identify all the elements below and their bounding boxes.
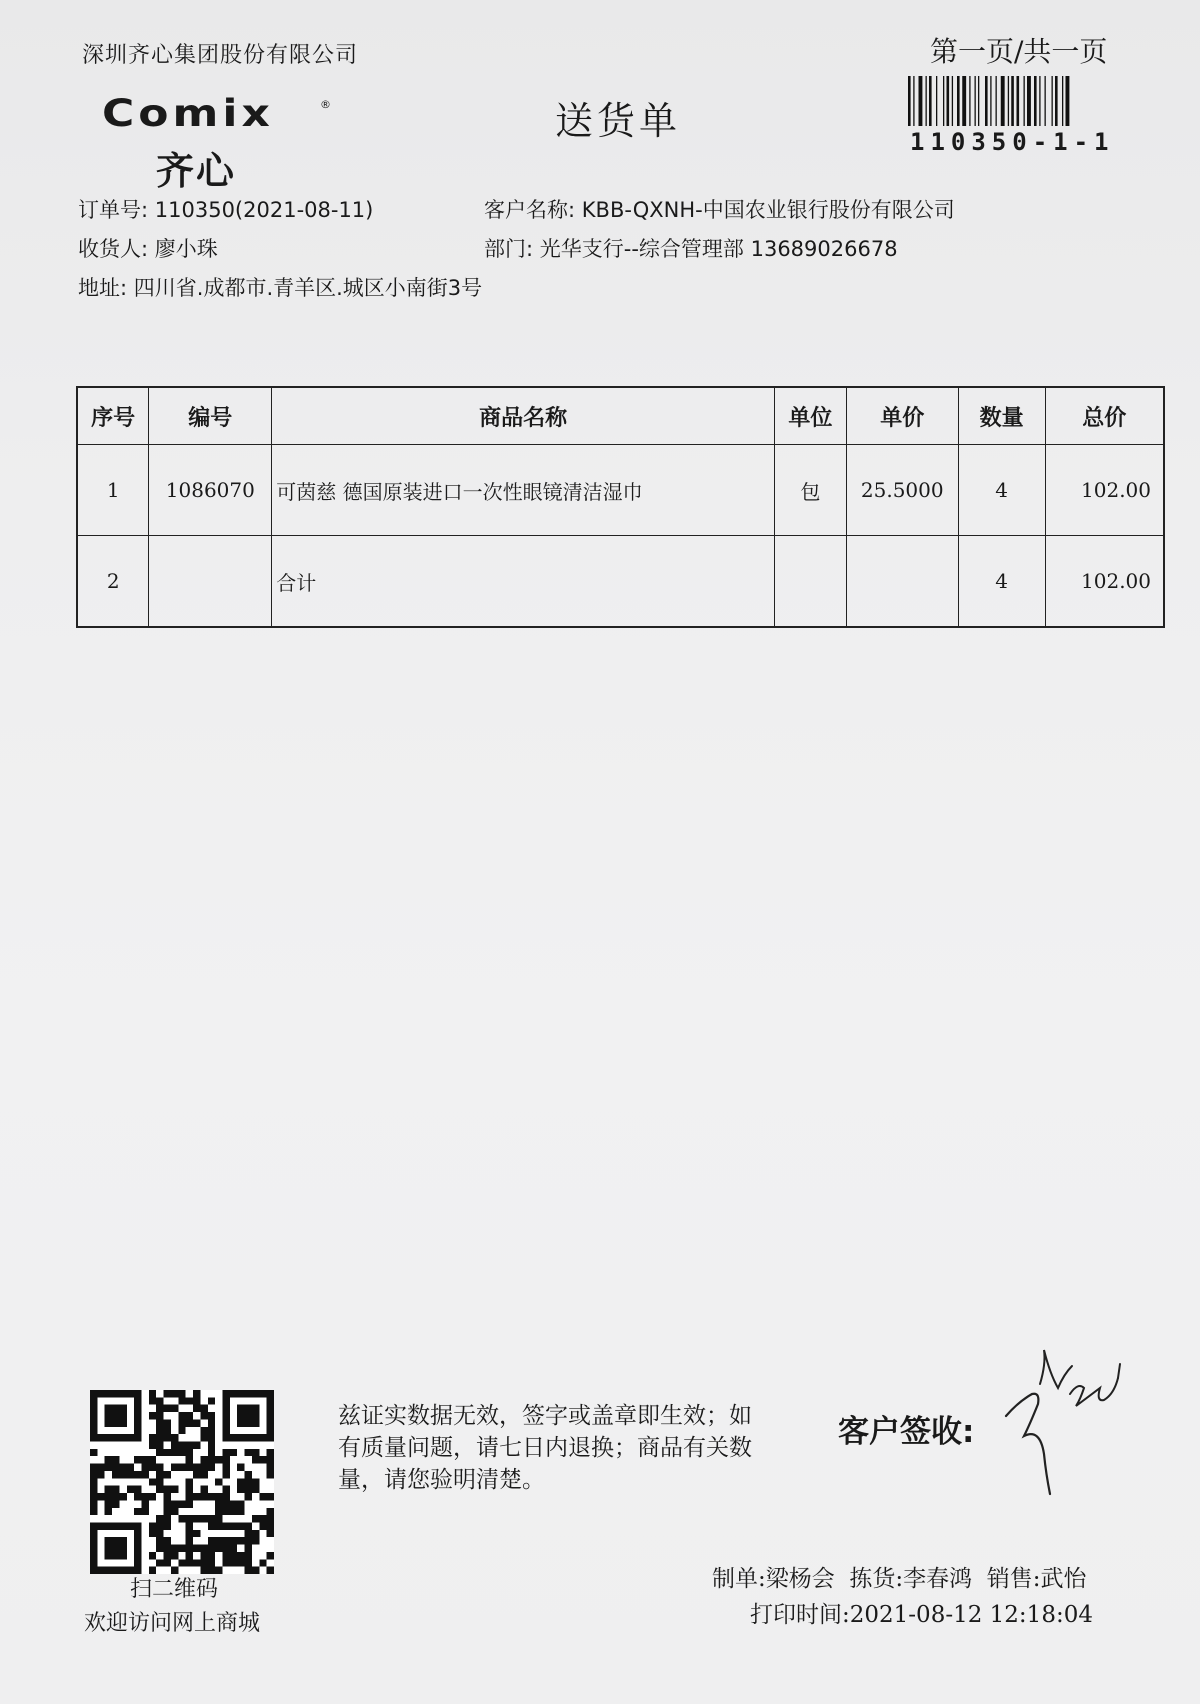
order-value: 110350(2021-08-11)	[154, 198, 374, 222]
col-header-seq: 序号	[77, 387, 149, 445]
qr-caption-scan: 扫二维码	[130, 1577, 219, 1602]
items-table	[76, 386, 1165, 628]
cell-total: 102.00	[1045, 536, 1164, 628]
cell-unit-price: 25.5000	[846, 445, 958, 536]
cell-seq: 1	[77, 445, 149, 536]
logo-english: Comix	[102, 92, 274, 136]
table-row	[77, 445, 1164, 536]
registered-mark: ®	[320, 98, 331, 111]
receiver-value: 廖小珠	[154, 237, 218, 261]
table-header-row	[77, 387, 1164, 445]
order-label: 订单号:	[78, 198, 149, 222]
comix-logo	[102, 92, 332, 193]
qr-code	[90, 1390, 274, 1574]
address-value: 四川省.成都市.青羊区.城区小南街3号	[133, 276, 483, 300]
staff-line	[712, 1560, 1087, 1593]
table-row-total	[77, 536, 1164, 628]
cell-unit	[774, 536, 846, 628]
print-time	[750, 1596, 1093, 1629]
page-info: 第一页/共一页	[930, 35, 1108, 68]
print-time-label: 打印时间:	[750, 1602, 850, 1628]
col-header-unit-price: 单价	[846, 387, 958, 445]
picker-label: 拣货:	[849, 1566, 904, 1592]
col-header-product: 商品名称	[272, 387, 775, 445]
receiver	[78, 233, 218, 263]
cell-product: 合计	[272, 536, 775, 628]
sales-label: 销售:	[986, 1566, 1041, 1592]
address	[78, 272, 482, 302]
cell-quantity: 4	[958, 536, 1045, 628]
department	[484, 233, 898, 263]
customer-sign-label: 客户签收:	[838, 1414, 975, 1450]
company-name: 深圳齐心集团股份有限公司	[82, 43, 359, 68]
cell-code	[149, 536, 272, 628]
cell-quantity: 4	[958, 445, 1045, 536]
col-header-quantity: 数量	[958, 387, 1045, 445]
picker-name: 李春鸿	[903, 1566, 973, 1592]
cell-unit-price	[846, 536, 958, 628]
maker-label: 制单:	[712, 1566, 766, 1592]
logo-chinese: 齐心	[156, 149, 237, 193]
print-time-value: 2021-08-12 12:18:04	[849, 1602, 1093, 1628]
barcode	[908, 76, 1124, 126]
handwritten-signature	[1000, 1344, 1170, 1504]
sales-name: 武怡	[1040, 1566, 1087, 1592]
cell-code: 1086070	[149, 445, 272, 536]
barcode-number: 110350-1-1	[910, 128, 1115, 156]
receiver-label: 收货人:	[78, 237, 149, 261]
order-number	[78, 194, 373, 224]
cell-seq: 2	[77, 536, 149, 628]
customer-name	[484, 194, 955, 224]
col-header-total: 总价	[1045, 387, 1164, 445]
cell-unit: 包	[774, 445, 846, 536]
address-label: 地址:	[78, 276, 128, 300]
col-header-code: 编号	[149, 387, 272, 445]
notice-text: 兹证实数据无效，签字或盖章即生效；如有质量问题，请七日内退换；商品有关数量，请您验明清楚。	[338, 1403, 752, 1493]
document-title: 送货单	[555, 99, 682, 143]
qr-caption-mall: 欢迎访问网上商城	[84, 1611, 261, 1636]
cell-product: 可茵慈 德国原装进口一次性眼镜清洁湿巾	[272, 445, 775, 536]
dept-value: 光华支行--综合管理部 13689026678	[539, 237, 898, 261]
dept-label: 部门:	[484, 237, 534, 261]
customer-value: KBB-QXNH-中国农业银行股份有限公司	[581, 198, 955, 222]
cell-total: 102.00	[1045, 445, 1164, 536]
maker-name: 梁杨会	[765, 1566, 835, 1592]
col-header-unit: 单位	[774, 387, 846, 445]
customer-label: 客户名称:	[484, 198, 576, 222]
